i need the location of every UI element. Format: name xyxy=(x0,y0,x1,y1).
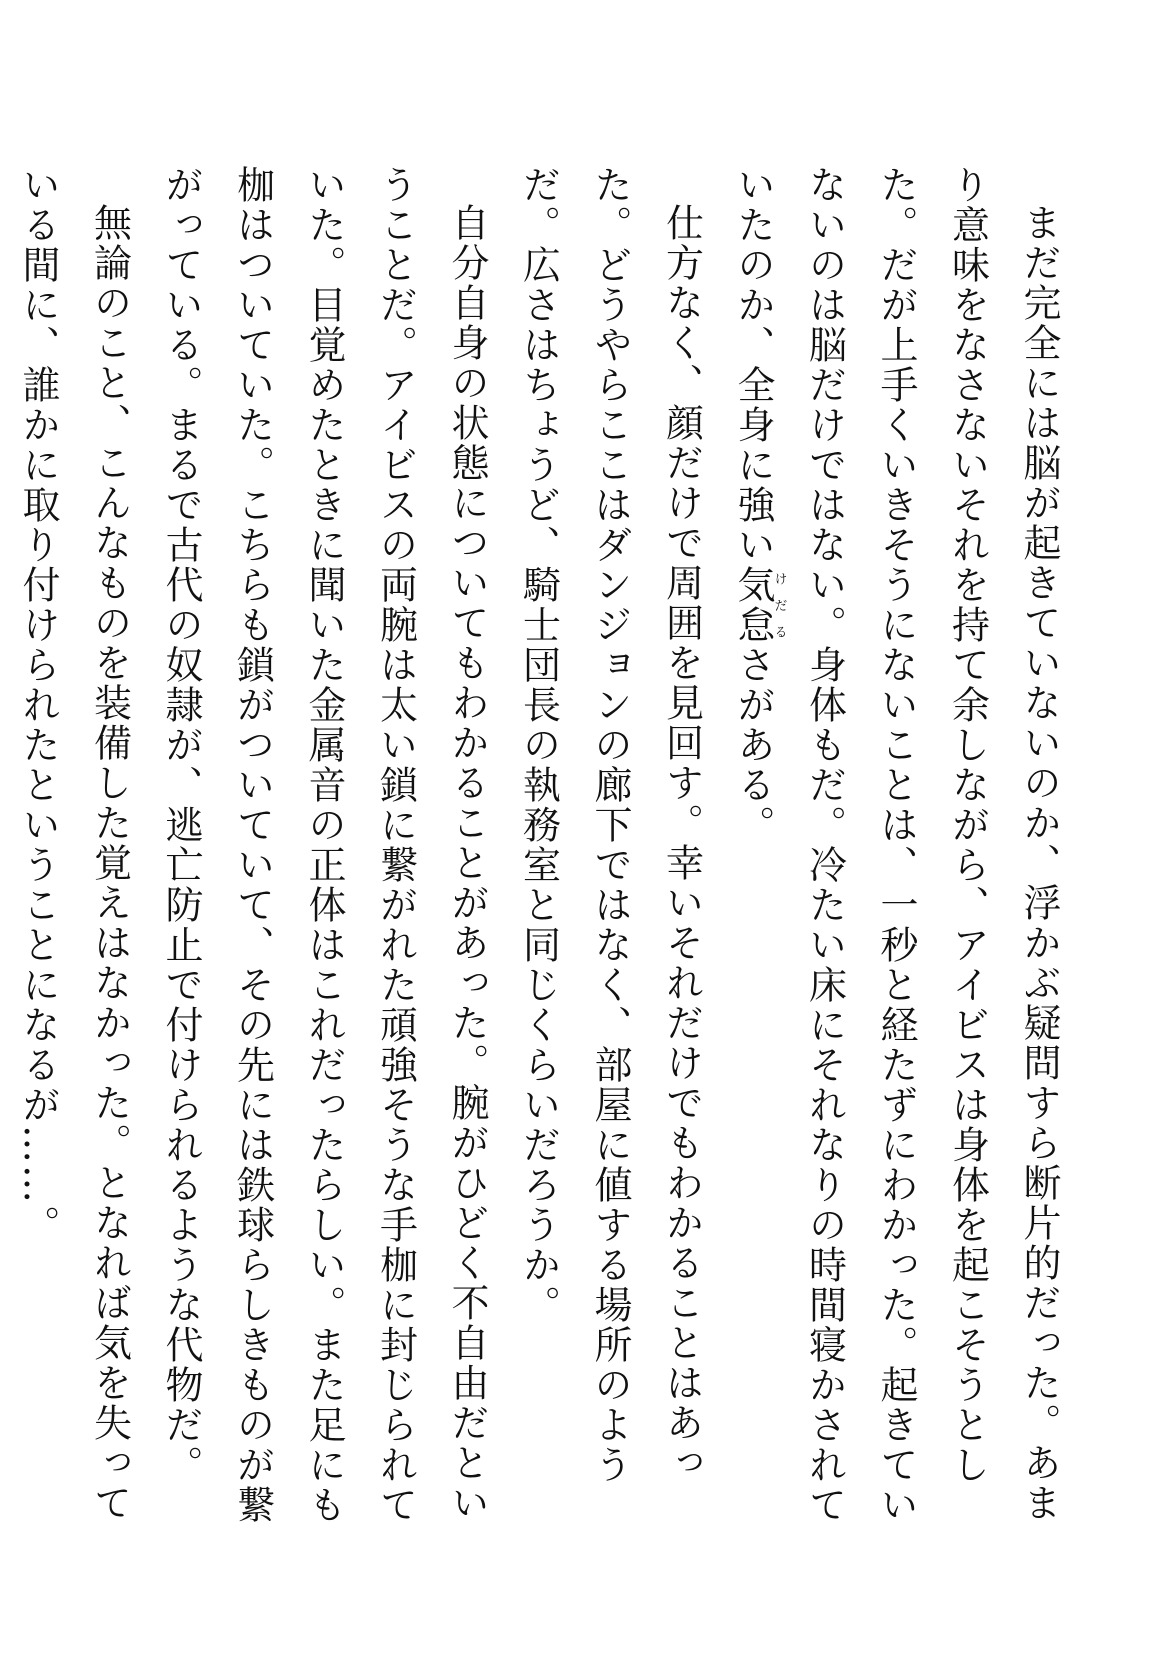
paragraph-4: 無論のこと、こんなものを装備した覚えはなかった。となれば気を失っている間に、誰かに取り付けられたということになるが……。 xyxy=(16,165,132,1523)
furigana: 気怠けだる xyxy=(731,565,787,645)
paragraph-1 xyxy=(717,165,1075,1525)
paragraph-3: 自分自身の状態についてもわかることがあった。腕がひどく不自由だということだ。アイビスの両腕は太い鎖に繋がれた頑強そうな手枷に封じられていた。目覚めたときに聞いた金属音の正体はこれだったらしい。また足にも枷はついていた。こちらも鎖がついていて、その先には鉄球らしきものが繋がっている。まるで古代の奴隷が、逃亡防止で付けられるような代物だ。 xyxy=(159,165,489,1525)
paragraph-2: 仕方なく、顔だけで周囲を見回す。幸いそれだけでもわかることはあった。どうやらここはダンジョンの廊下ではなく、部屋に値する場所のようだ。広さはちょうど、騎士団長の執務室と同じくらいだろうか。 xyxy=(516,165,704,1485)
paragraph-1-text-end: さがある。 xyxy=(731,645,775,845)
body-text xyxy=(2,165,1075,1525)
paragraph-1-text: まだ完全には脳が起きていないのか、浮かぶ疑問すら断片的だった。あまり意味をなさないそれを持て余しながら、アイビスは身体を起こそうとした。だが上手くいきそうにないことは、一秒と経たずにわかった。起きていないのは脳だけではない。身体もだ。冷たい床にそれなりの時間寝かされていたのか、全身に強い xyxy=(731,165,1061,1525)
